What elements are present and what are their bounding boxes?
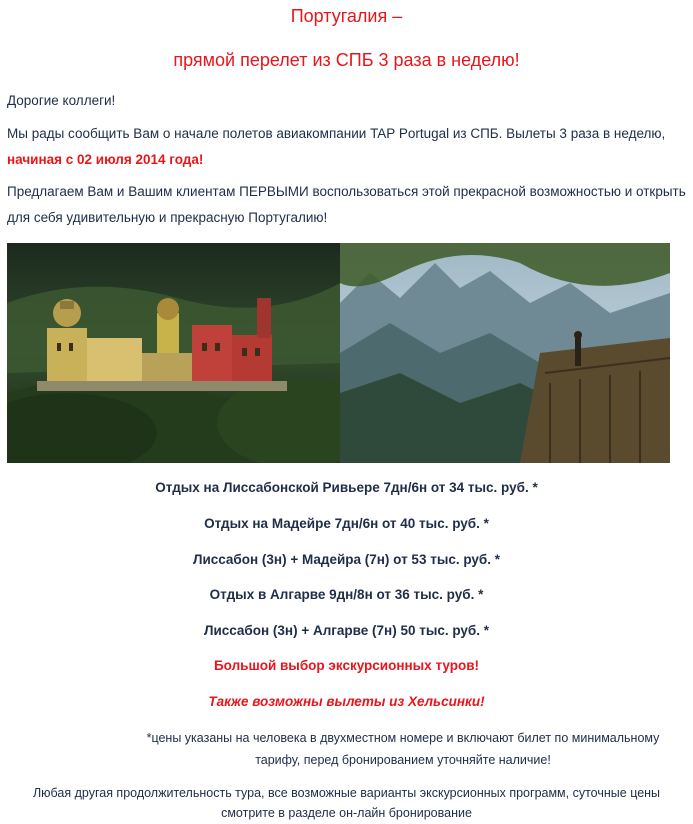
booking-note-line-2: смотрите в разделе он-лайн бронирование <box>221 806 472 820</box>
offer-madeira: Отдых на Мадейре 7дн/6н от 40 тыс. руб. * <box>204 516 489 531</box>
price-note-line-2: тарифу, перед бронированием уточняйте наличие! <box>255 753 551 767</box>
photo-strip <box>7 243 670 463</box>
offer-lisbon-riviera: Отдых на Лиссабонской Ривьере 7дн/6н от 34 тыс. руб. * <box>155 480 538 495</box>
offer-lisbon-madeira: Лиссабон (3н) + Мадейра (7н) от 53 тыс. руб. * <box>192 552 501 567</box>
title-line-2: прямой перелет из СПБ 3 раза в неделю! <box>173 50 520 70</box>
excursions-highlight: Большой выбор экскурсионных туров! <box>213 658 480 673</box>
price-note-line-1: *цены указаны на человека в двухместном номере и включают билет по минимальному <box>146 731 660 745</box>
palace-photo <box>7 243 340 463</box>
announce-highlight: начиная с 02 июля 2014 года! <box>7 152 204 167</box>
greeting: Дорогие коллеги! <box>7 93 116 108</box>
booking-note-line-1: Любая другая продолжительность тура, все возможные варианты экскурсионных программ, суточные цены <box>32 786 661 800</box>
offer-paragraph: Предлагаем Вам и Вашим клиентам ПЕРВЫМИ воспользоваться этой прекрасной возможностью и открыть для себя удивительную и прекрасную Португалию! <box>7 184 686 225</box>
offer-algarve: Отдых в Алгарве 9дн/8н от 36 тыс. руб. * <box>209 587 484 602</box>
helsinki-highlight: Также возможны вылеты из Хельсинки! <box>208 694 485 709</box>
offer-lisbon-algarve: Лиссабон (3н) + Алгарве (7н) 50 тыс. руб. * <box>203 623 490 638</box>
title-line-1: Португалия – <box>290 6 403 26</box>
announce-paragraph <box>7 121 687 173</box>
announce-text: Мы рады сообщить Вам о начале полетов авиакомпании TAP Portugal из СПБ. Вылеты 3 раза в неделю, <box>7 126 666 141</box>
mountain-photo <box>340 243 670 463</box>
